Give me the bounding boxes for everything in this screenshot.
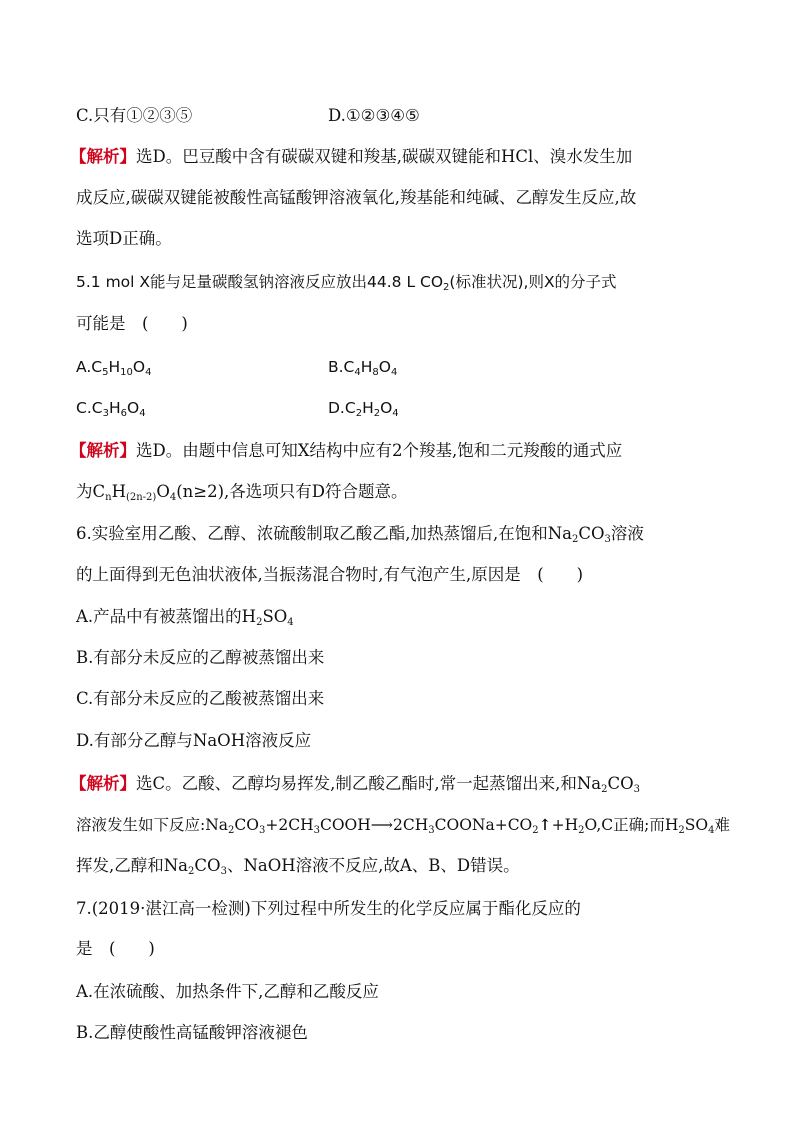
q5-analysis-line-1: 【解析】选D。由题中信息可知X结构中应有2个羧基,饱和二元羧酸的通式应 — [70, 441, 623, 460]
q6-analysis-line-1: 【解析】选C。乙酸、乙醇均易挥发,制乙酸乙酯时,常一起蒸馏出来,和$Na_2CO_3$ — [70, 774, 641, 795]
q6-stem-line-1: 6.实验室用乙酸、乙醇、浓硫酸制取乙酸乙酯,加热蒸馏后,在饱和$Na_2CO_3$溶液 — [76, 524, 644, 545]
q4-option-c: C.只有①②③⑤ — [76, 106, 193, 125]
q6-option-b: B.有部分未反应的乙醇被蒸馏出来 — [76, 648, 325, 667]
q4-option-d: D.①②③④⑤ — [328, 106, 420, 125]
reaction-arrow-icon: ⟶ — [370, 816, 393, 834]
analysis-tag: 【解析】 — [70, 774, 136, 793]
q5-stem-line-1: 5.1 mol X能与足量碳酸氢钠溶液反应放出44.8 L $CO_2$(标准状况),则X的分子式 — [76, 273, 617, 293]
q6-option-d: D.有部分乙醇与NaOH溶液反应 — [76, 731, 312, 750]
q7-option-b: B.乙醇使酸性高锰酸钾溶液褪色 — [76, 1023, 308, 1042]
q7-stem-line-1: 7.(2019·湛江高一检测)下列过程中所发生的化学反应属于酯化反应的 — [76, 899, 581, 918]
q7-stem-line-2: 是 ( ) — [76, 939, 155, 958]
analysis-tag: 【解析】 — [70, 441, 136, 460]
q5-analysis-line-2: 为$C_nH_{(2n-2)}O_4(n\ge 2)$,各选项只有D符合题意。 — [76, 482, 408, 503]
q6-option-a: A.产品中有被蒸馏出的$H_2SO_4$ — [76, 607, 294, 628]
q4-analysis-line-3: 选项D正确。 — [76, 229, 172, 248]
q5-option-c: $C.C_3H_6O_4$ — [76, 399, 146, 419]
q6-analysis-line-3: 挥发,乙醇和$Na_2CO_3$、NaOH溶液不反应,故A、B、D错误。 — [76, 856, 520, 877]
q4-analysis-line-2: 成反应,碳碳双键能被酸性高锰酸钾溶液氧化,羧基能和纯碱、乙醇发生反应,故 — [76, 188, 637, 207]
q5-option-d: $D.C_2H_2O_4$ — [328, 399, 399, 419]
q4-analysis-line-1: 【解析】选D。巴豆酸中含有碳碳双键和羧基,碳碳双键能和HCl、溴水发生加 — [70, 147, 633, 166]
q7-option-a: A.在浓硫酸、加热条件下,乙醇和乙酸反应 — [76, 982, 379, 1001]
q5-option-b: $B.C_4H_8O_4$ — [328, 358, 398, 378]
q6-analysis-line-2: 溶液发生如下反应$:Na_2CO_3+2CH_3COOH⟶2CH_3COONa+CO_2↑+H_2O,C$正确;而$H_2SO_4$难 — [76, 815, 730, 836]
q5-stem-line-2: 可能是 ( ) — [76, 314, 188, 333]
analysis-tag: 【解析】 — [70, 147, 136, 166]
q6-option-c: C.有部分未反应的乙酸被蒸馏出来 — [76, 689, 325, 708]
q5-option-a: $A.C_5H_{10}O_4$ — [76, 358, 152, 378]
q6-stem-line-2: 的上面得到无色油状液体,当振荡混合物时,有气泡产生,原因是 ( ) — [76, 565, 584, 584]
gas-arrow-icon: ↑ — [538, 815, 552, 834]
